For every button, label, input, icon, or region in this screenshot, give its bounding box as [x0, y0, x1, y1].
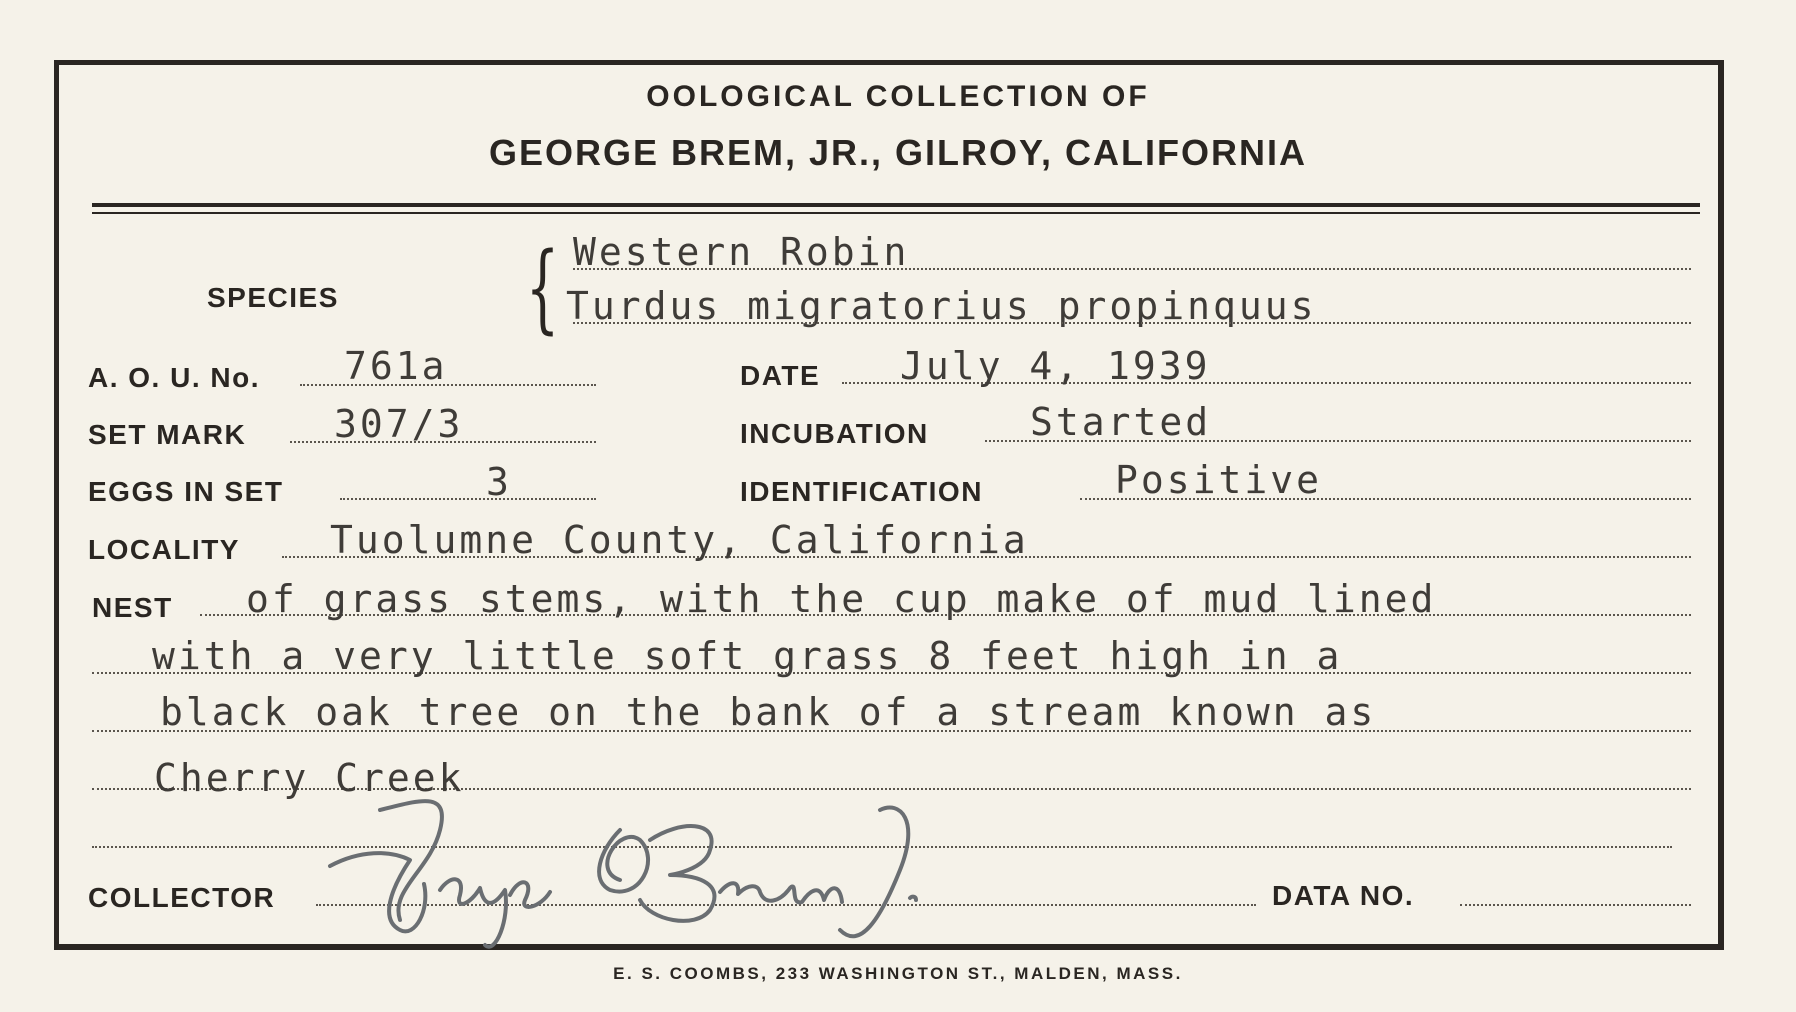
- species-common-name: Western Robin: [573, 230, 910, 274]
- species-scientific-line: [573, 322, 1691, 324]
- date-label: DATE: [740, 360, 821, 391]
- nest-line-1: of grass stems, with the cup make of mud lined: [246, 577, 1437, 621]
- eggs-label: EGGS IN SET: [88, 476, 284, 507]
- collector-label: COLLECTOR: [88, 882, 276, 913]
- species-common-line: [573, 268, 1691, 270]
- species-brace: {: [525, 232, 560, 344]
- eggs-value: 3: [486, 460, 512, 504]
- date-value: July 4, 1939: [900, 344, 1211, 388]
- data-no-label: DATA NO.: [1272, 880, 1415, 911]
- incubation-value: Started: [1030, 400, 1212, 444]
- eggs-line: [340, 498, 596, 500]
- set-mark-label: SET MARK: [88, 419, 247, 450]
- printer-imprint: E. S. COOMBS, 233 WASHINGTON ST., MALDEN, MASS.: [613, 964, 1183, 983]
- aou-label: A. O. U. No.: [88, 362, 260, 393]
- nest-label: NEST: [92, 592, 173, 623]
- species-scientific-name: Turdus migratorius propinquus: [566, 284, 1317, 328]
- header-rule-thick: [92, 203, 1700, 207]
- locality-label: LOCALITY: [88, 534, 240, 565]
- data-no-line: [1460, 904, 1691, 906]
- locality-value: Tuolumne County, California: [330, 518, 1029, 562]
- identification-value: Positive: [1115, 458, 1323, 502]
- aou-value: 761a: [344, 344, 448, 388]
- header-rule-thin: [92, 212, 1700, 214]
- collector-heading: GEORGE BREM, JR., GILROY, CALIFORNIA: [488, 132, 1308, 173]
- nest-line-4: Cherry Creek: [154, 756, 465, 800]
- nest-line-3: black oak tree on the bank of a stream known as: [160, 690, 1377, 734]
- collection-heading: OOLOGICAL COLLECTION OF: [646, 80, 1150, 113]
- identification-label: IDENTIFICATION: [740, 476, 983, 507]
- collector-signature: [320, 780, 960, 970]
- nest-line-2: with a very little soft grass 8 feet high in a: [152, 634, 1343, 678]
- incubation-label: INCUBATION: [740, 418, 929, 449]
- species-label: SPECIES: [207, 282, 339, 313]
- set-mark-value: 307/3: [334, 402, 464, 446]
